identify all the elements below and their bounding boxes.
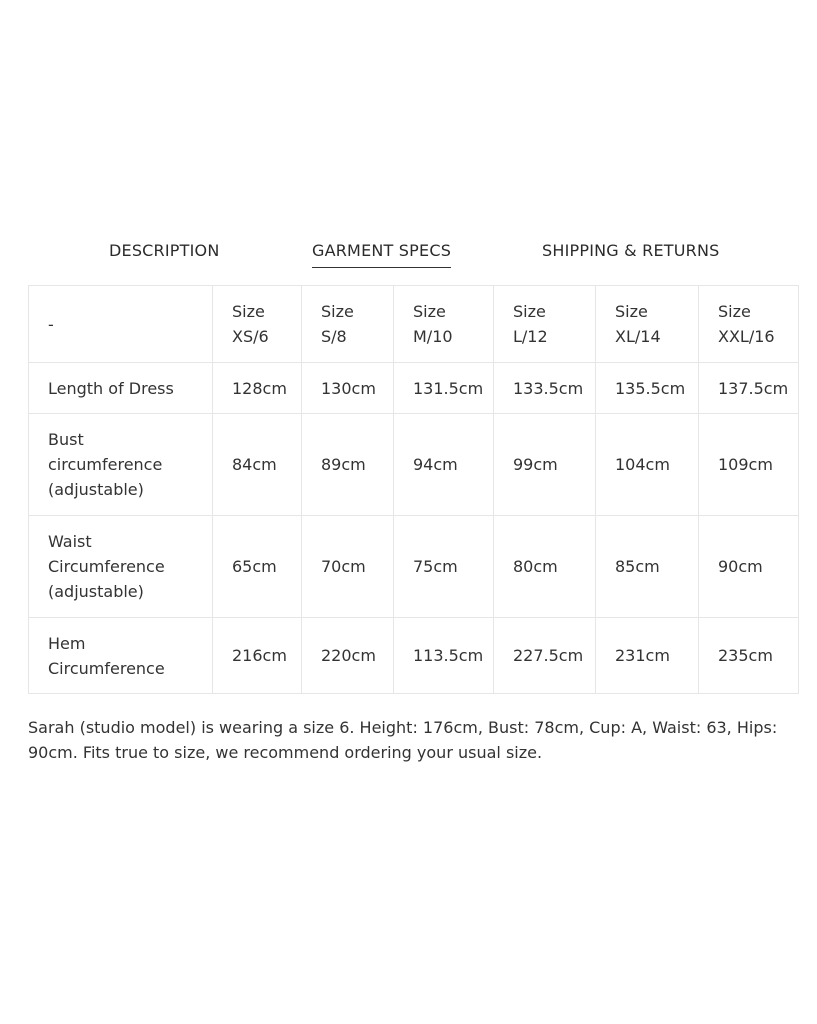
table-cell: 133.5cm <box>494 363 596 414</box>
size-header-value: L/12 <box>513 327 548 346</box>
model-fit-note-line: Sarah (studio model) is wearing a size 6. Height: 176cm, Bust: 78cm, Cup: A, Waist: 63, Hips: <box>28 718 778 737</box>
table-cell: 85cm <box>596 516 699 618</box>
row-label-line: circumference <box>48 455 163 474</box>
table-corner-cell: - <box>29 286 213 363</box>
tab-shipping-returns[interactable]: SHIPPING & RETURNS <box>542 241 720 260</box>
table-cell: 130cm <box>302 363 394 414</box>
table-cell: 128cm <box>213 363 302 414</box>
table-cell: 84cm <box>213 414 302 516</box>
size-header-value: XL/14 <box>615 327 661 346</box>
row-label-line: Hem <box>48 633 86 653</box>
table-cell: 231cm <box>596 618 699 694</box>
size-header-xl <box>596 286 699 363</box>
size-header-l <box>494 286 596 363</box>
row-label-line: Circumference <box>48 658 165 678</box>
size-header-label: Size <box>413 302 446 321</box>
table-cell: 89cm <box>302 414 394 516</box>
row-label-line: Waist <box>48 532 92 551</box>
table-row-hem <box>29 618 799 694</box>
table-cell: 113.5cm <box>394 618 494 694</box>
table-cell: 75cm <box>394 516 494 618</box>
size-header-label: Size <box>615 302 648 321</box>
size-header-value: M/10 <box>413 327 453 346</box>
table-row-bust <box>29 414 799 516</box>
size-header-label: Size <box>321 302 354 321</box>
size-header-label: Size <box>513 302 546 321</box>
table-row-length-of-dress <box>29 363 799 414</box>
size-header-value: XXL/16 <box>718 327 775 346</box>
table-header-row <box>29 286 799 363</box>
model-fit-note-line: 90cm. Fits true to size, we recommend ordering your usual size. <box>28 743 543 762</box>
row-label <box>29 516 213 618</box>
size-header-label: Size <box>232 302 265 321</box>
row-label-line: (adjustable) <box>48 582 144 601</box>
table-cell: 235cm <box>699 618 799 694</box>
table-cell: 109cm <box>699 414 799 516</box>
model-fit-note <box>28 715 798 765</box>
size-header-m <box>394 286 494 363</box>
table-cell: 70cm <box>302 516 394 618</box>
row-label-line: Circumference <box>48 557 165 576</box>
table-cell: 220cm <box>302 618 394 694</box>
table-cell: 90cm <box>699 516 799 618</box>
size-header-s <box>302 286 394 363</box>
size-header-xs <box>213 286 302 363</box>
size-header-label: Size <box>718 302 751 321</box>
row-label <box>29 618 213 694</box>
table-cell: 135.5cm <box>596 363 699 414</box>
tab-description[interactable]: DESCRIPTION <box>109 241 220 260</box>
size-header-value: S/8 <box>321 327 347 346</box>
size-header-value: XS/6 <box>232 327 269 346</box>
row-label <box>29 414 213 516</box>
table-cell: 227.5cm <box>494 618 596 694</box>
table-cell: 104cm <box>596 414 699 516</box>
table-cell: 80cm <box>494 516 596 618</box>
table-cell: 65cm <box>213 516 302 618</box>
table-cell: 131.5cm <box>394 363 494 414</box>
tab-garment-specs[interactable]: GARMENT SPECS <box>312 240 451 268</box>
garment-specs-table <box>28 285 799 694</box>
row-label-line: Length of Dress <box>48 378 174 398</box>
size-header-xxl <box>699 286 799 363</box>
table-cell: 137.5cm <box>699 363 799 414</box>
row-label <box>29 363 213 414</box>
row-label-line: Bust <box>48 430 84 449</box>
table-cell: 94cm <box>394 414 494 516</box>
row-label-line: (adjustable) <box>48 480 144 499</box>
table-cell: 99cm <box>494 414 596 516</box>
product-tabs <box>0 240 817 270</box>
table-row-waist <box>29 516 799 618</box>
table-cell: 216cm <box>213 618 302 694</box>
